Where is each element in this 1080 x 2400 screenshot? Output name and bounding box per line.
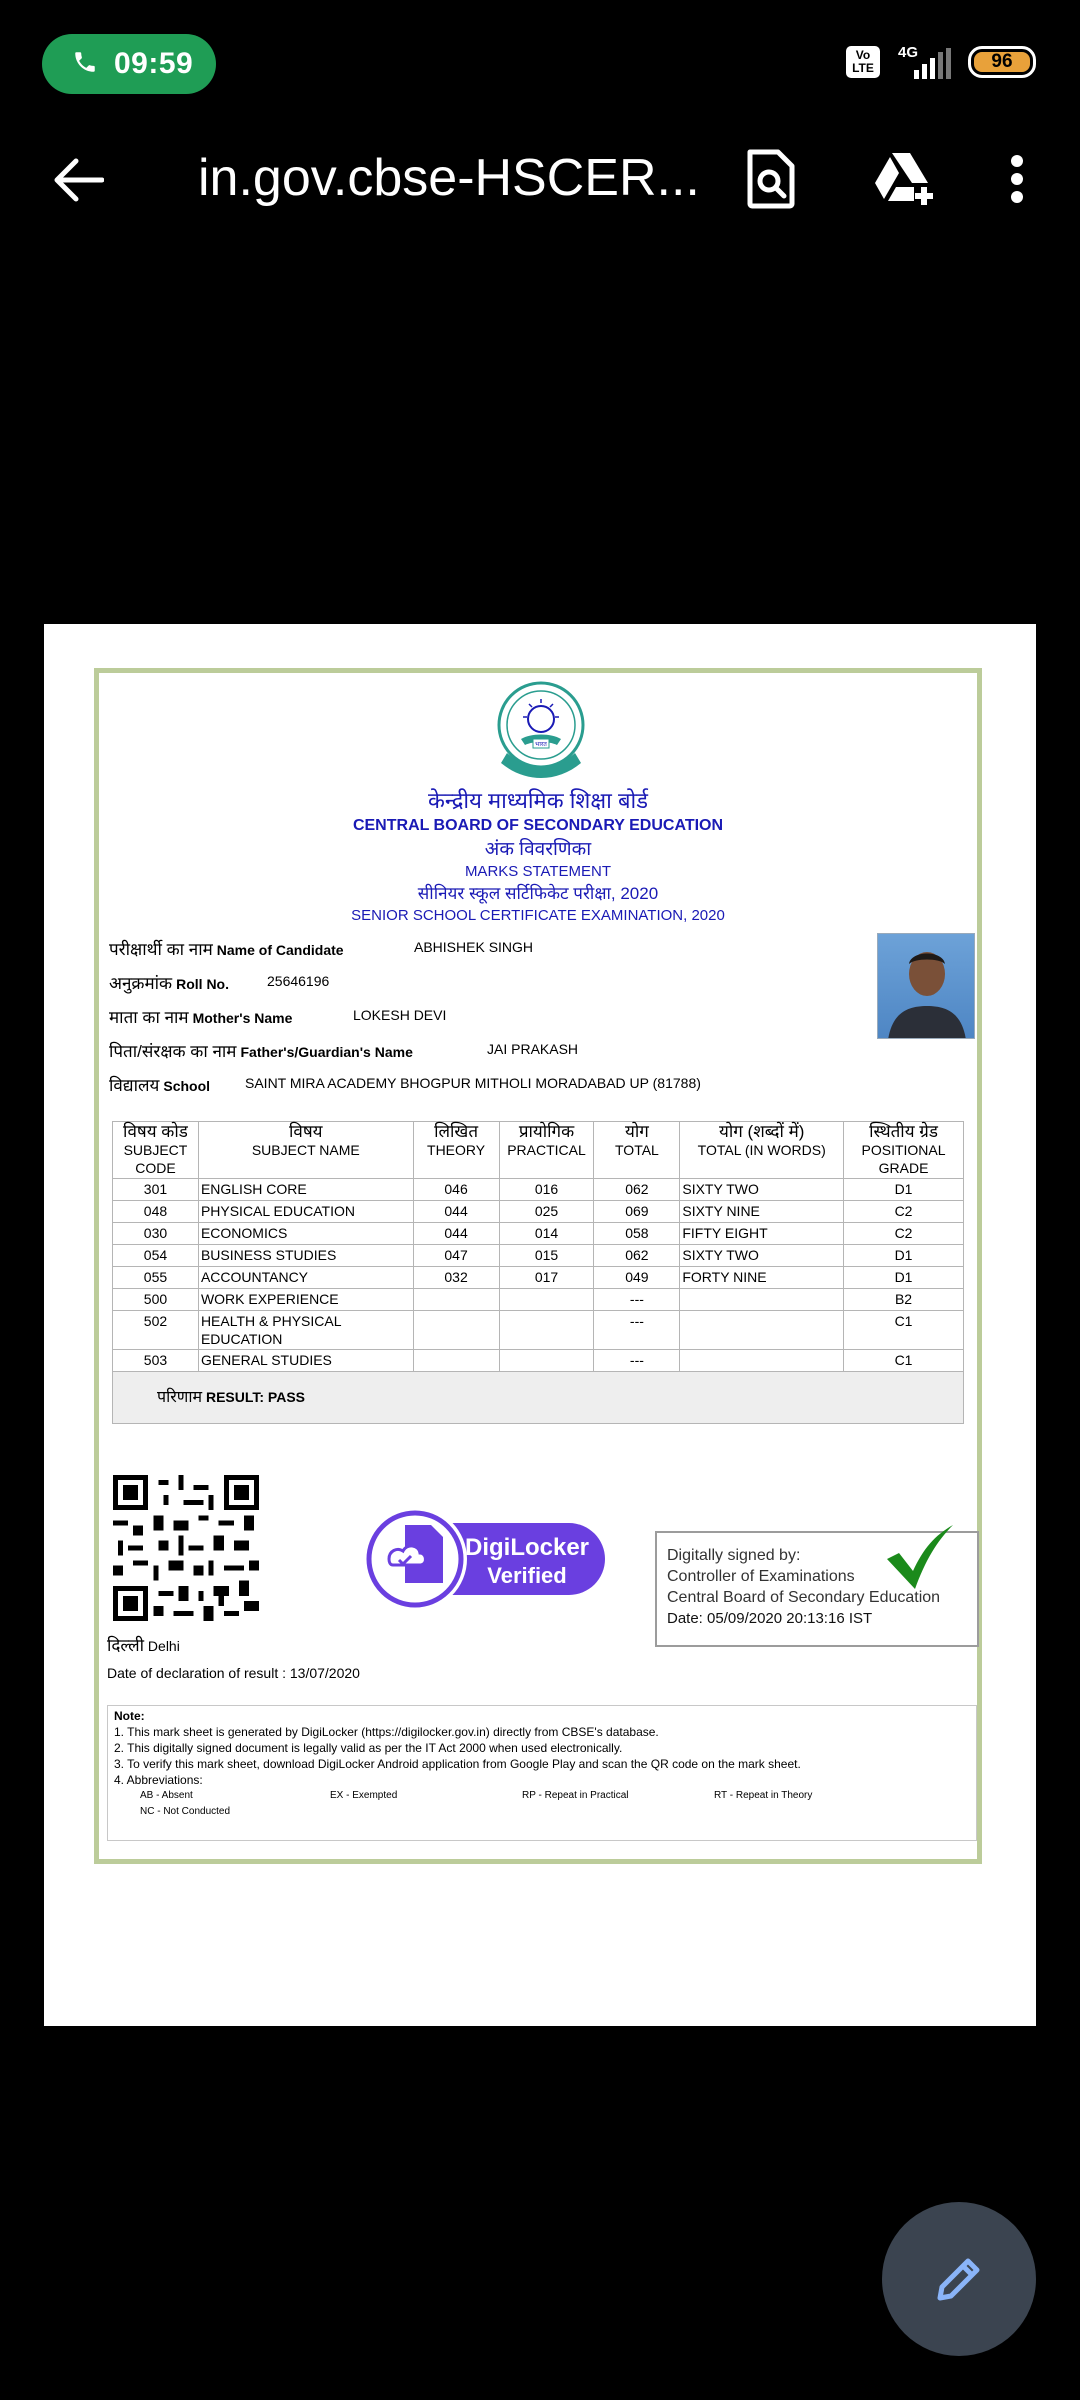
qr-code <box>113 1475 259 1621</box>
document-title: in.gov.cbse-HSCER... <box>198 149 700 207</box>
abbreviations-list: AB - Absent EX - Exempted RP - Repeat in Practical RT - Repeat in Theory <box>140 1790 813 1801</box>
arrow-back-icon <box>52 158 104 202</box>
check-icon <box>883 1525 955 1591</box>
declaration-date: Date of declaration of result : 13/07/2020 <box>107 1665 360 1681</box>
table-row: 502 HEALTH & PHYSICAL EDUCATION --- C1 <box>113 1311 964 1350</box>
exam-name-hindi: सीनियर स्कूल सर्टिफिकेट परीक्षा, 2020 <box>417 884 659 903</box>
find-in-document-button[interactable] <box>736 144 806 214</box>
roll-number-row: अनुक्रमांक Roll No. 25646196 <box>109 973 330 993</box>
table-row: 503 GENERAL STUDIES --- C1 <box>113 1350 964 1372</box>
table-row: 500 WORK EXPERIENCE --- B2 <box>113 1289 964 1311</box>
signal-icon <box>904 48 952 80</box>
call-time: 09:59 <box>114 47 194 80</box>
volte-badge: Vo LTE <box>846 46 880 78</box>
document-page[interactable] <box>44 624 1036 2026</box>
digilocker-verified-badge <box>359 1503 609 1613</box>
table-row: 048 PHYSICAL EDUCATION 044 025 069 SIXTY NINE C2 <box>113 1201 964 1223</box>
table-row: 030 ECONOMICS 044 014 058 FIFTY EIGHT C2 <box>113 1223 964 1245</box>
more-options-button[interactable] <box>992 144 1042 214</box>
more-vert-icon <box>1010 154 1024 204</box>
table-row: 301 ENGLISH CORE 046 016 062 SIXTY TWO D1 <box>113 1179 964 1201</box>
back-button[interactable] <box>40 148 116 212</box>
svg-text:Verified: Verified <box>487 1563 567 1588</box>
candidate-name-row: परीक्षार्थी का नाम Name of Candidate ABHISHEK SINGH <box>109 939 534 959</box>
board-name-english: CENTRAL BOARD OF SECONDARY EDUCATION <box>352 817 724 834</box>
table-row: 054 BUSINESS STUDIES 047 015 062 SIXTY TWO D1 <box>113 1245 964 1267</box>
add-to-drive-button[interactable] <box>866 144 942 214</box>
app-bar <box>0 130 1080 230</box>
result-row: परिणाम RESULT: PASS <box>113 1372 964 1424</box>
network-type: 4G <box>898 44 919 61</box>
battery-level: 96 <box>974 52 1030 72</box>
statement-title-hindi: अंक विवरणिका <box>484 839 592 860</box>
phone-icon <box>72 49 98 80</box>
statement-title-english: MARKS STATEMENT <box>464 863 612 880</box>
roll-number: 25646196 <box>267 973 330 989</box>
signature-date: 05/09/2020 20:13:16 IST <box>707 1610 873 1627</box>
marks-table <box>112 1121 964 1424</box>
mother-name-row: माता का नाम Mother's Name LOKESH DEVI <box>109 1007 447 1027</box>
notes-box: Note: 1. This mark sheet is generated by DigiLocker (https://digilocker.gov.in) directly from CBSE's database. 2. This digitally signed document is legally valid as per the IT Act 2000 when used electronically. 3. To verify this mark sheet, download DigiLocker Android application from Google Play and scan the QR code on the mark sheet. 4. Abbreviations: AB - Absent EX - Exempted RP - Repeat in Practical RT - Repeat in Theory NC - Not Conducted <box>107 1705 977 1841</box>
mother-name: LOKESH DEVI <box>353 1007 447 1023</box>
drive-add-icon <box>872 151 936 207</box>
result-status: RESULT: PASS <box>205 1389 305 1405</box>
school-row: विद्यालय School SAINT MIRA ACADEMY BHOGPUR MITHOLI MORADABAD UP (81788) <box>109 1075 701 1095</box>
edit-fab-button[interactable] <box>882 2202 1036 2356</box>
marks-statement-sheet <box>94 668 982 1864</box>
cbse-emblem-icon <box>493 679 589 783</box>
battery-indicator <box>968 46 1036 78</box>
place-of-issue: दिल्ली Delhi <box>107 1636 180 1655</box>
candidate-name: ABHISHEK SINGH <box>414 939 534 955</box>
pencil-edit-icon <box>932 2252 986 2306</box>
father-name: JAI PRAKASH <box>487 1041 579 1057</box>
candidate-photo <box>877 933 975 1039</box>
svg-text:भारत: भारत <box>535 741 547 748</box>
document-search-icon <box>746 149 796 209</box>
table-row: 055 ACCOUNTANCY 032 017 049 FORTY NINE D1 <box>113 1267 964 1289</box>
status-bar <box>0 0 1080 130</box>
svg-text:DigiLocker: DigiLocker <box>464 1534 590 1561</box>
ongoing-call-chip[interactable] <box>42 34 216 94</box>
board-name-hindi: केन्द्रीय माध्यमिक शिक्षा बोर्ड <box>428 788 648 813</box>
school-name: SAINT MIRA ACADEMY BHOGPUR MITHOLI MORADABAD UP (81788) <box>245 1075 701 1091</box>
father-name-row: पिता/संरक्षक का नाम Father's/Guardian's Name JAI PRAKASH <box>109 1041 579 1061</box>
marks-table-header: विषय कोड SUBJECT CODE विषय SUBJECT NAME लिखित THEORY प्रायोगिक PRACTICAL योग TOTAL योग (शब्दों में) TOTAL (IN WORDS) स्थितीय ग्रेड POSITIONAL GRADE <box>113 1122 964 1179</box>
digital-signature-box: Digitally signed by: Controller of Examinations Central Board of Secondary Education Date: 05/09/2020 20:13:16 IST <box>655 1531 979 1647</box>
exam-name-english: SENIOR SCHOOL CERTIFICATE EXAMINATION, 2020 <box>351 907 725 924</box>
